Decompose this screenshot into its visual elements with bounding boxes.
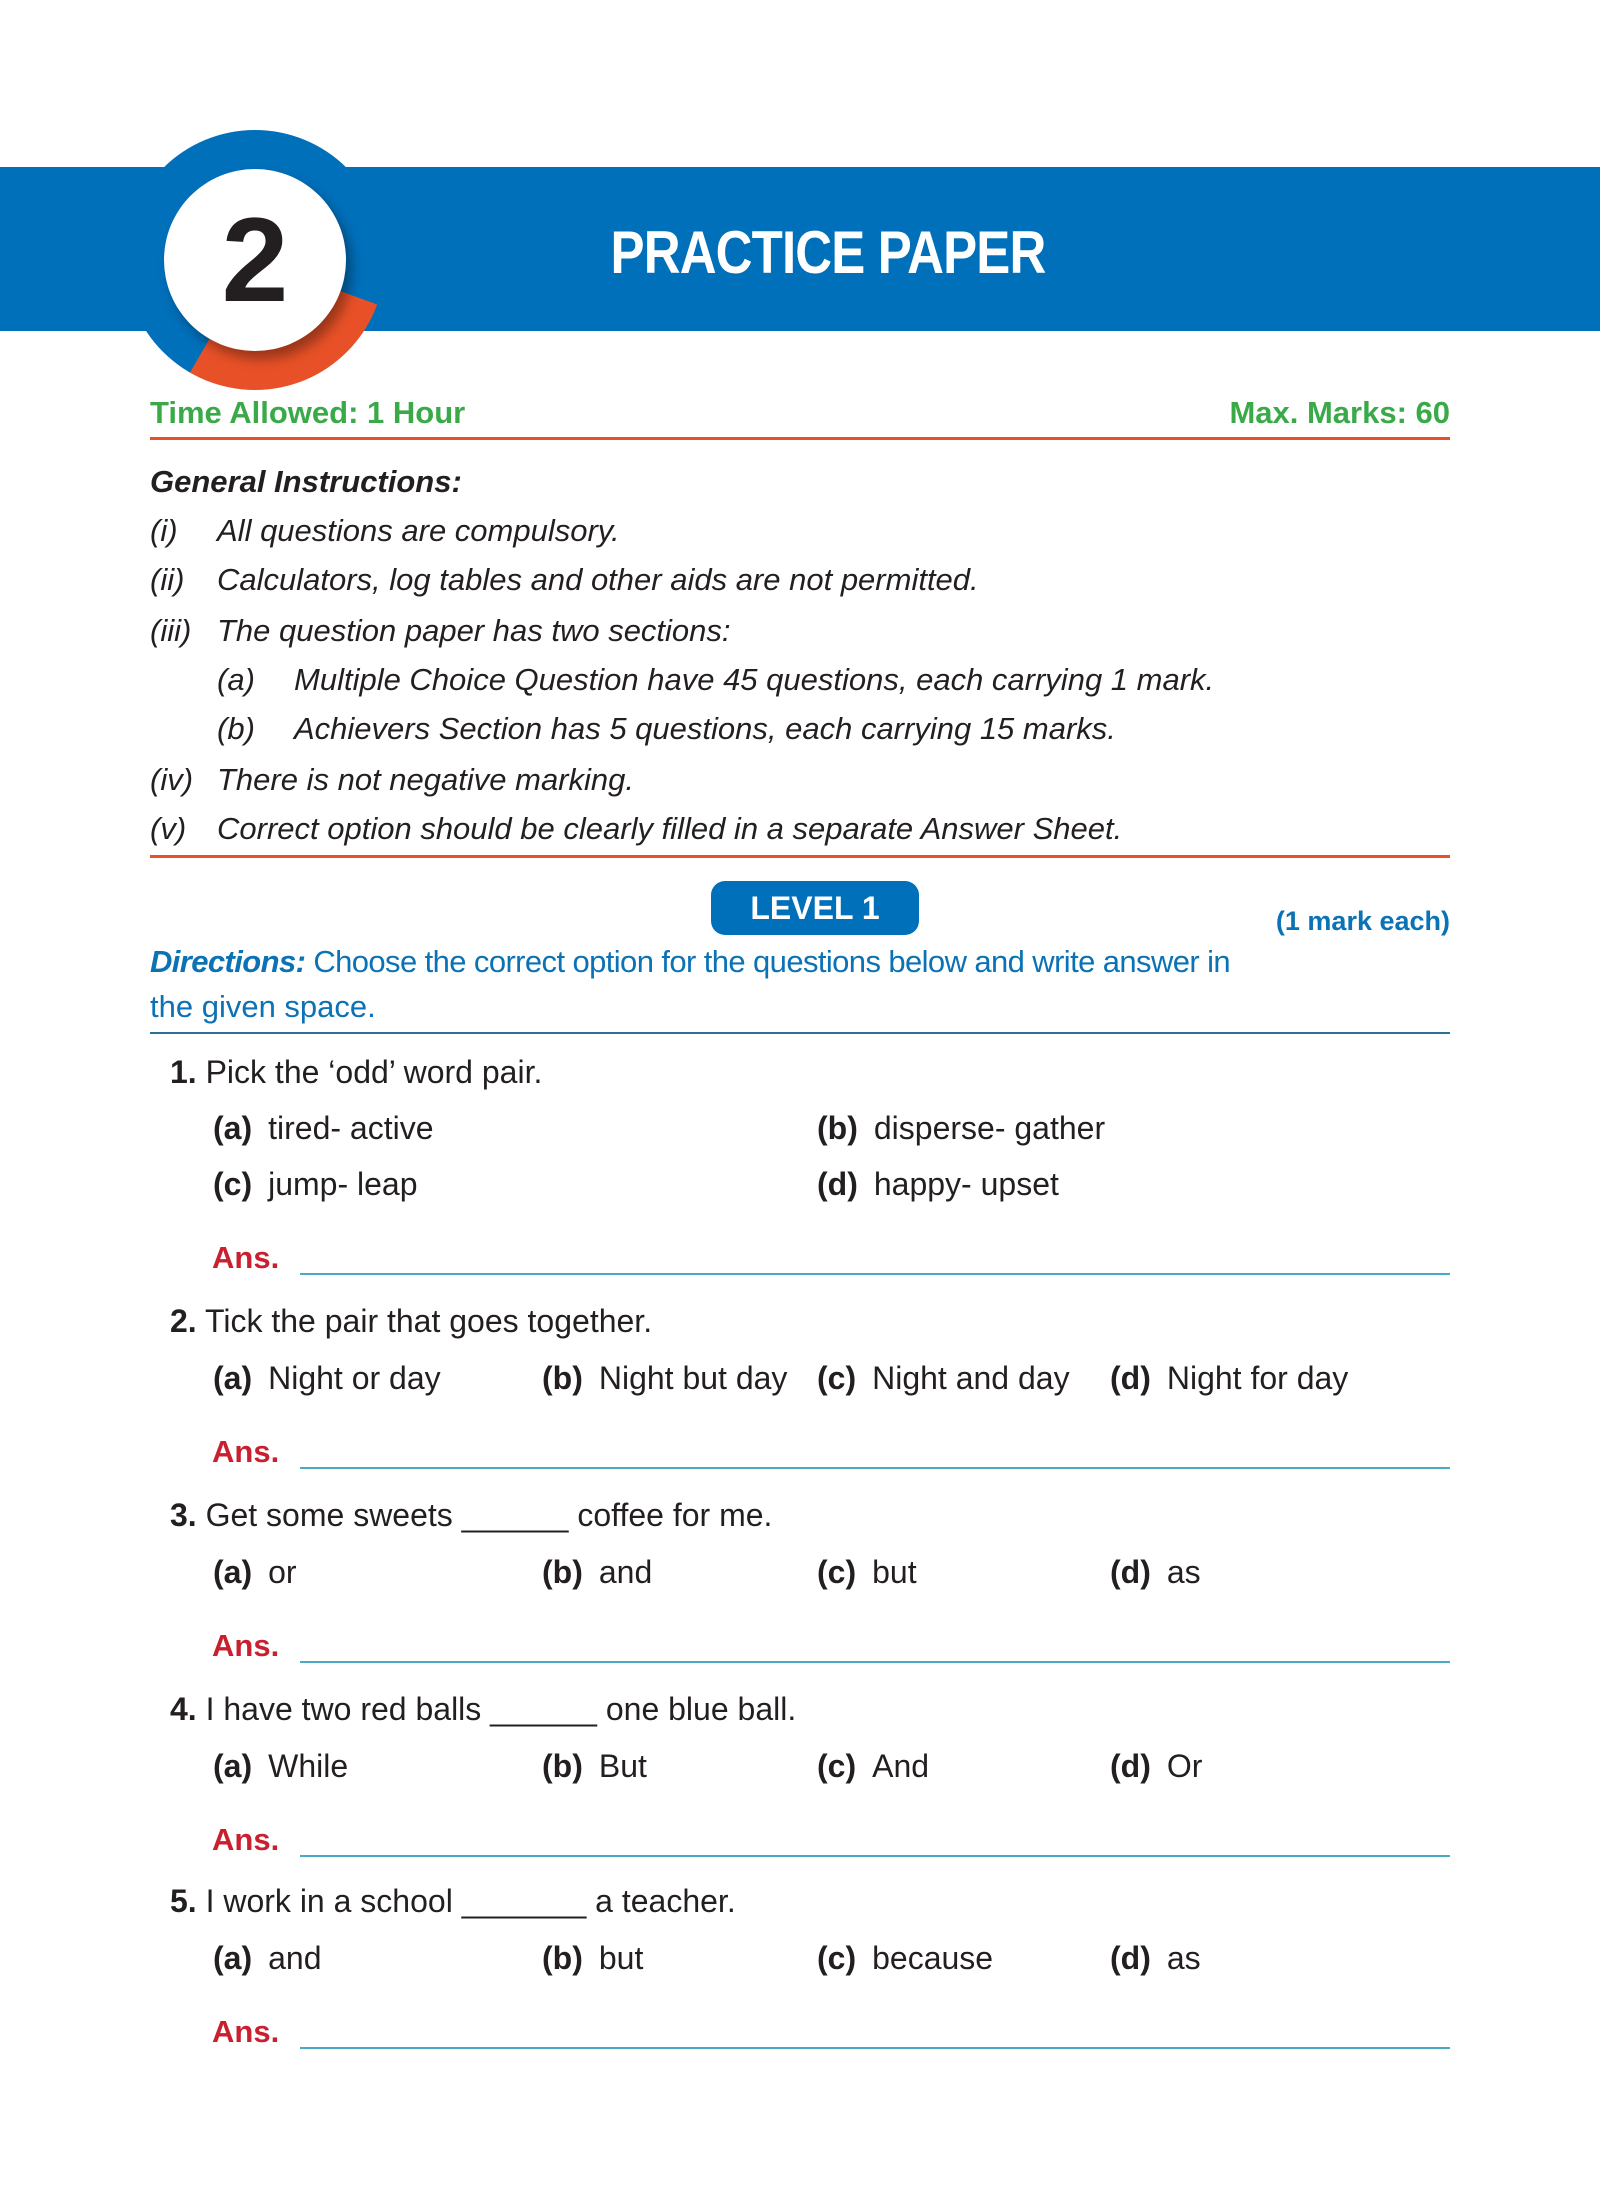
question [170,1883,736,1920]
directions-text-2: the given space. [150,989,376,1024]
question-text: Pick the ‘odd’ word pair. [205,1054,543,1090]
option-label: (a) [213,1554,253,1590]
answer-line[interactable] [300,1661,1450,1663]
option[interactable] [817,1554,917,1591]
question [170,1497,772,1534]
option-text: as [1166,1940,1201,1976]
option[interactable] [542,1360,787,1397]
option[interactable] [817,1360,1070,1397]
option-label: (b) [542,1554,583,1590]
instruction-number: (iv) [150,762,194,797]
option[interactable] [213,1360,441,1397]
question [170,1691,796,1728]
question-number: 2. [170,1303,197,1339]
option-label: (b) [817,1110,858,1146]
instruction-text: All questions are compulsory. [217,513,620,548]
option[interactable] [213,1166,418,1203]
instruction-text: There is not negative marking. [217,762,634,797]
answer-line[interactable] [300,1273,1450,1275]
option-label: (d) [817,1166,858,1202]
option-text: but [598,1940,644,1976]
option-text: Or [1166,1748,1203,1784]
option-label: (b) [542,1940,583,1976]
option-text: And [872,1748,930,1784]
option-text: happy- upset [873,1166,1059,1202]
option[interactable] [1110,1360,1348,1397]
option-label: (c) [817,1748,857,1784]
option-text: as [1166,1554,1201,1590]
question-number: 4. [170,1691,197,1727]
option-text: and [598,1554,653,1590]
answer-label: Ans. [212,1822,280,1857]
instruction-text: Correct option should be clearly filled in a separate Answer Sheet. [217,811,1123,846]
max-marks: Max. Marks: 60 [1229,395,1450,430]
instruction-number: (i) [150,513,178,548]
instructions-heading: General Instructions: [150,464,462,499]
question-text: Get some sweets ______ coffee for me. [205,1497,773,1533]
option-text: While [268,1748,349,1784]
question-number: 1. [170,1054,197,1090]
option[interactable] [1110,1554,1201,1591]
option[interactable] [542,1554,652,1591]
divider [150,1032,1450,1034]
option-text: Night or day [268,1360,441,1396]
answer-line[interactable] [300,1855,1450,1857]
option-text: Night and day [872,1360,1070,1396]
paper-number: 2 [164,169,346,351]
option-label: (c) [817,1360,857,1396]
question-text: Tick the pair that goes together. [205,1303,653,1339]
option-label: (b) [542,1360,583,1396]
option-label: (a) [213,1940,253,1976]
directions-text: Choose the correct option for the questions below and write answer in [313,944,1231,979]
option-label: (b) [542,1748,583,1784]
option[interactable] [817,1748,929,1785]
question-text: I work in a school _______ a teacher. [205,1883,736,1919]
option-text: because [872,1940,994,1976]
page-title: PRACTICE PAPER [610,219,1046,286]
option[interactable] [213,1110,434,1147]
instruction-number: (b) [217,711,255,746]
level-badge: LEVEL 1 [711,881,919,935]
divider [150,855,1450,858]
option[interactable] [213,1554,297,1591]
instruction-text: Multiple Choice Question have 45 questions, each carrying 1 mark. [294,662,1215,697]
directions-label: Directions: [150,944,306,979]
marks-note: (1 mark each) [1275,906,1450,936]
option[interactable] [542,1940,643,1977]
option-label: (c) [213,1166,253,1202]
option-text: jump- leap [268,1166,418,1202]
option-label: (a) [213,1110,253,1146]
option[interactable] [817,1110,1105,1147]
instruction-text: Calculators, log tables and other aids are not permitted. [217,562,979,597]
question-number: 3. [170,1497,197,1533]
option[interactable] [213,1748,348,1785]
option-label: (c) [817,1554,857,1590]
answer-label: Ans. [212,1628,280,1663]
divider [150,437,1450,440]
instruction-number: (ii) [150,562,185,597]
option[interactable] [542,1748,647,1785]
instruction-text: The question paper has two sections: [217,613,731,648]
answer-line[interactable] [300,2047,1450,2049]
option-text: But [598,1748,647,1784]
option-text: Night for day [1166,1360,1349,1396]
option-text: Night but day [598,1360,788,1396]
instruction-number: (a) [217,662,255,697]
directions [150,944,1230,980]
option-label: (d) [1110,1554,1151,1590]
option[interactable] [817,1940,993,1977]
answer-label: Ans. [212,1434,280,1469]
option-label: (d) [1110,1940,1151,1976]
time-allowed: Time Allowed: 1 Hour [150,395,466,430]
option-text: and [268,1940,322,1976]
answer-label: Ans. [212,1240,280,1275]
option-label: (a) [213,1360,253,1396]
instruction-number: (iii) [150,613,192,648]
answer-line[interactable] [300,1467,1450,1469]
question [170,1054,542,1091]
option[interactable] [1110,1940,1201,1977]
question-number: 5. [170,1883,197,1919]
option-label: (d) [1110,1360,1151,1396]
option[interactable] [817,1166,1059,1203]
option-text: or [268,1554,297,1590]
question [170,1303,652,1340]
question-text: I have two red balls ______ one blue ball. [205,1691,797,1727]
option-text: tired- active [268,1110,434,1146]
option-text: but [872,1554,917,1590]
option-text: disperse- gather [873,1110,1106,1146]
instruction-text: Achievers Section has 5 questions, each carrying 15 marks. [294,711,1116,746]
option-label: (a) [213,1748,253,1784]
answer-label: Ans. [212,2014,280,2049]
option[interactable] [213,1940,322,1977]
instruction-number: (v) [150,811,187,846]
option[interactable] [1110,1748,1202,1785]
option-label: (d) [1110,1748,1151,1784]
option-label: (c) [817,1940,857,1976]
